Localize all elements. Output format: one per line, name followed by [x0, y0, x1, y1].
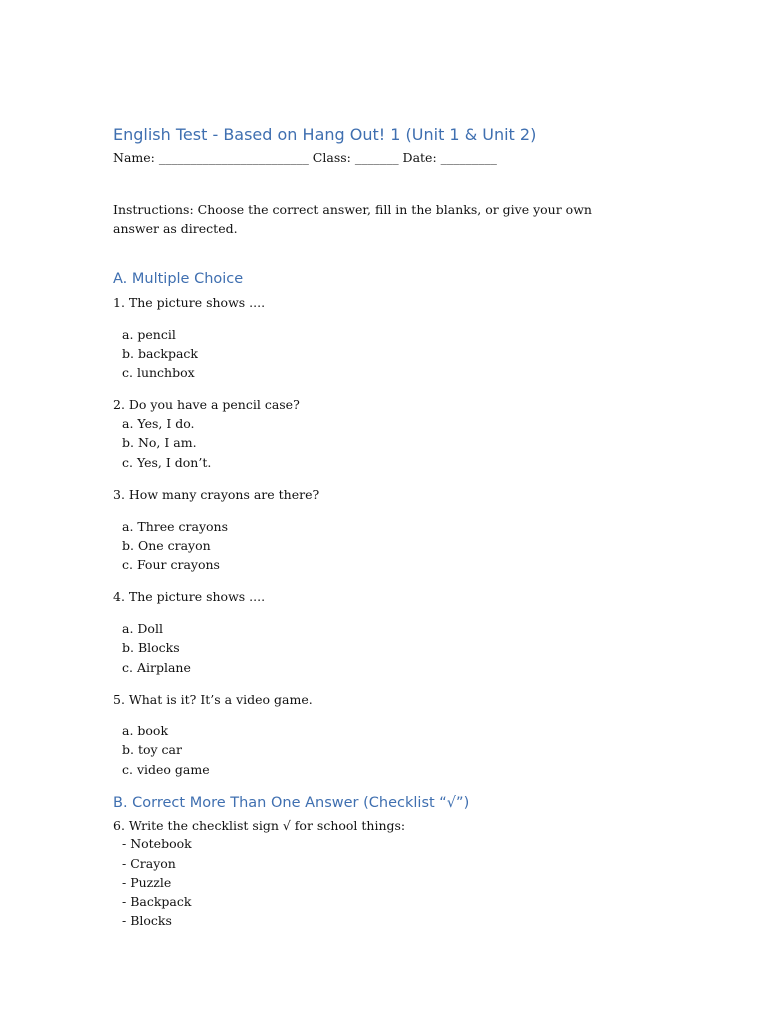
question-1-option-a: a. pencil	[122, 327, 176, 342]
name-class-date-line: Name: ________________________ Class: _______ Date: _________	[113, 150, 497, 165]
section-b-heading: B. Correct More Than One Answer (Checklist “√”)	[113, 795, 470, 811]
instructions: Instructions: Choose the correct answer, fill in the blanks, or give your own answer as directed.	[113, 202, 592, 236]
question-5-option-a: a. book	[122, 723, 169, 738]
question-4: 4. The picture shows ....	[113, 589, 266, 604]
question-6: 6. Write the checklist sign √ for school things:	[113, 818, 406, 833]
question-1-option-c: c. lunchbox	[122, 365, 195, 380]
question-4-option-a: a. Doll	[122, 621, 163, 636]
question-6-item-blocks: - Blocks	[122, 913, 172, 928]
question-6-item-notebook: - Notebook	[122, 836, 192, 851]
question-5: 5. What is it? It’s a video game.	[113, 692, 313, 707]
question-5-option-b: b. toy car	[122, 742, 182, 757]
question-3-option-a: a. Three crayons	[122, 519, 229, 534]
question-3-option-b: b. One crayon	[122, 538, 211, 553]
question-2-option-a: a. Yes, I do.	[122, 416, 195, 431]
question-2-option-b: b. No, I am.	[122, 435, 197, 450]
question-2: 2. Do you have a pencil case?	[113, 397, 300, 412]
question-5-option-c: c. video game	[122, 762, 210, 777]
section-a-heading: A. Multiple Choice	[113, 271, 244, 287]
question-6-item-backpack: - Backpack	[122, 894, 192, 909]
question-1-option-b: b. backpack	[122, 346, 199, 361]
question-4-option-b: b. Blocks	[122, 640, 180, 655]
question-1: 1. The picture shows ....	[113, 295, 266, 310]
question-4-option-c: c. Airplane	[122, 660, 191, 675]
document-title: English Test - Based on Hang Out! 1 (Unit 1 & Unit 2)	[113, 125, 537, 144]
question-2-option-c: c. Yes, I don’t.	[122, 455, 212, 470]
question-3: 3. How many crayons are there?	[113, 487, 320, 502]
question-6-item-crayon: - Crayon	[122, 856, 176, 871]
question-6-item-puzzle: - Puzzle	[122, 875, 172, 890]
question-3-option-c: c. Four crayons	[122, 557, 220, 572]
